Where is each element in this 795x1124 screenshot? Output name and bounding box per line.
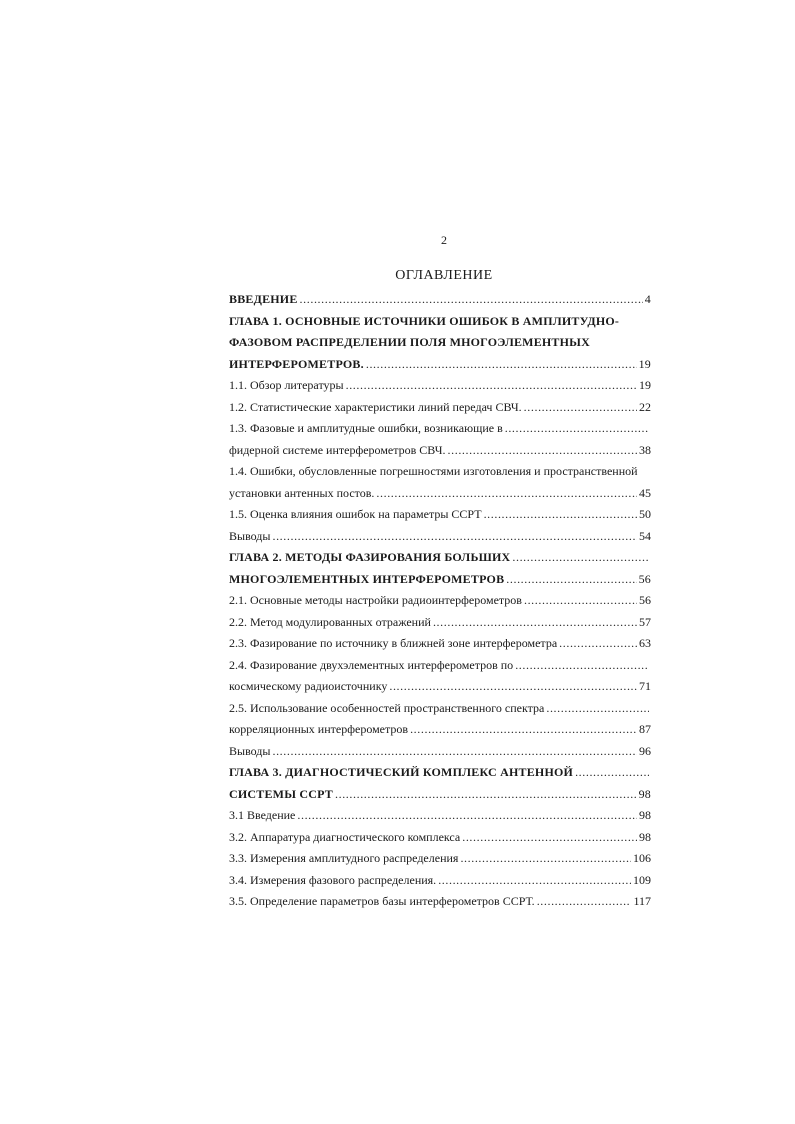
toc-entry	[229, 741, 651, 763]
toc-entry	[229, 375, 651, 397]
toc-entry	[229, 762, 651, 784]
toc-entry-page: 45	[639, 485, 651, 500]
toc-entry-page: 117	[633, 894, 651, 908]
page-number: 2	[441, 233, 447, 247]
toc-entry-text: 1.2. Статистические характеристики линий передач СВЧ.	[229, 399, 522, 414]
toc-entry-page: 56	[639, 593, 651, 607]
toc-entry	[229, 440, 651, 462]
toc-entry-page: 106	[633, 851, 651, 865]
toc-leader-dots	[537, 891, 632, 913]
toc-entry	[229, 612, 651, 634]
toc-entry-text: 3.1 Введение	[229, 808, 296, 822]
toc-entry-page: 96	[639, 743, 651, 758]
toc-entry	[229, 784, 651, 806]
toc-entry	[229, 332, 651, 354]
toc-title: ОГЛАВЛЕНИЕ	[395, 268, 493, 283]
toc-entry-page: 38	[639, 442, 651, 457]
toc-entry-page: 50	[639, 507, 651, 521]
toc-entry-text: ВВЕДЕНИЕ	[229, 292, 298, 306]
toc-entry-text: 1.1. Обзор литературы	[229, 378, 344, 392]
toc-leader-dots	[297, 805, 637, 827]
toc-entry	[229, 354, 651, 376]
toc-leader-dots	[272, 741, 637, 763]
toc-entry-page: 109	[633, 872, 651, 887]
toc-entry-page: 19	[639, 378, 651, 392]
toc-entry-text: 2.3. Фазирование по источнику в ближней зоне интерферометра	[229, 636, 558, 650]
toc-leader-dots	[346, 375, 637, 397]
toc-entry-text: Выводы	[229, 743, 271, 758]
toc-entry-text: 2.4. Фазирование двухэлементных интерферометров по	[229, 657, 514, 672]
toc-leader-dots	[506, 569, 636, 591]
toc-entry	[229, 827, 651, 849]
toc-entry-text: 3.4. Измерения фазового распределения.	[229, 872, 437, 887]
toc-leader-dots	[448, 440, 637, 462]
toc-entry-text: 2.2. Метод модулированных отражений	[229, 614, 431, 629]
toc-entry	[229, 397, 651, 419]
toc-entry-text: 1.4. Ошибки, обусловленные погрешностями изготовления и пространственной	[229, 464, 638, 478]
toc-entry	[229, 891, 651, 913]
toc-leader-dots	[300, 289, 643, 311]
toc-entry-page: 57	[639, 614, 651, 629]
toc-leader-dots	[335, 784, 637, 806]
toc-entry	[229, 311, 651, 333]
toc-entry	[229, 569, 651, 591]
toc-entry	[229, 870, 651, 892]
toc-entry-page: 98	[639, 808, 651, 822]
toc-entry-text: ГЛАВА 3. ДИАГНОСТИЧЕСКИЙ КОМПЛЕКС АНТЕННОЙ	[229, 765, 574, 779]
toc-entry	[229, 633, 651, 655]
toc-entry-text: установки антенных постов.	[229, 485, 375, 500]
toc-leader-dots	[433, 612, 637, 634]
toc-entry	[229, 504, 651, 526]
toc-leader-dots	[575, 762, 649, 784]
toc-entry	[229, 848, 651, 870]
toc-entry-text: 3.3. Измерения амплитудного распределения	[229, 851, 459, 865]
toc-entry	[229, 655, 651, 677]
toc-entry-text: 3.2. Аппаратура диагностического комплекса	[229, 829, 461, 844]
toc-entry-page: 4	[644, 292, 651, 306]
toc-entry-text: 3.5. Определение параметров базы интерферометров ССРТ.	[229, 894, 535, 908]
toc-entry-page: 54	[639, 528, 651, 543]
toc-entry-page: 87	[639, 722, 651, 736]
toc-entry-page: 98	[638, 786, 651, 801]
toc-leader-dots	[462, 827, 637, 849]
toc-entry-page: 63	[639, 636, 651, 650]
toc-entry-text: Выводы	[229, 528, 271, 543]
toc-leader-dots	[484, 504, 637, 526]
toc-leader-dots	[524, 590, 637, 612]
toc-leader-dots	[515, 655, 649, 677]
toc-leader-dots	[272, 526, 637, 548]
toc-entry-text: 2.5. Использование особенностей пространственного спектра	[229, 700, 545, 715]
toc-leader-dots	[438, 870, 631, 892]
toc-entry-page: 56	[638, 571, 651, 586]
toc-leader-dots	[559, 633, 637, 655]
toc-entry	[229, 698, 651, 720]
toc-entry-text: ГЛАВА 2. МЕТОДЫ ФАЗИРОВАНИЯ БОЛЬШИХ	[229, 550, 511, 564]
toc-entry-text: ГЛАВА 1. ОСНОВНЫЕ ИСТОЧНИКИ ОШИБОК В АМПЛИТУДНО-	[229, 313, 620, 328]
toc-entry-text: космическому радиоисточнику	[229, 679, 388, 693]
toc-entry-text: фидерной системе интерферометров СВЧ.	[229, 442, 446, 457]
toc-entry	[229, 590, 651, 612]
toc-entry-text: СИСТЕМЫ ССРТ	[229, 786, 333, 801]
toc-leader-dots	[366, 354, 637, 376]
toc-leader-dots	[512, 547, 649, 569]
toc-entry-text: 1.5. Оценка влияния ошибок на параметры ССРТ	[229, 507, 482, 521]
toc-entry-text: 2.1. Основные методы настройки радиоинтерферометров	[229, 593, 522, 607]
toc-leader-dots	[524, 397, 637, 419]
toc-entry	[229, 289, 651, 311]
toc-entry	[229, 676, 651, 698]
toc-entry-page: 71	[639, 679, 651, 693]
toc-leader-dots	[460, 848, 631, 870]
toc-entry-text: корреляционных интерферометров	[229, 722, 409, 736]
toc-leader-dots	[546, 698, 649, 720]
toc-entry-page: 19	[638, 356, 651, 371]
toc-entry-text: 1.3. Фазовые и амплитудные ошибки, возникающие в	[229, 421, 503, 435]
toc-entry-page: 22	[639, 399, 651, 414]
toc-entry	[229, 483, 651, 505]
toc-entry-page: 98	[639, 829, 651, 844]
toc-entry-text: ИНТЕРФЕРОМЕТРОВ.	[229, 356, 364, 371]
toc-leader-dots	[410, 719, 637, 741]
toc-entry	[229, 461, 651, 483]
toc-entry	[229, 547, 651, 569]
table-of-contents	[229, 289, 651, 913]
toc-leader-dots	[376, 483, 637, 505]
toc-entry	[229, 526, 651, 548]
toc-entry-text: ФАЗОВОМ РАСПРЕДЕЛЕНИИ ПОЛЯ МНОГОЭЛЕМЕНТНЫХ	[229, 335, 591, 349]
toc-entry	[229, 719, 651, 741]
toc-entry-text: МНОГОЭЛЕМЕНТНЫХ ИНТЕРФЕРОМЕТРОВ	[229, 571, 505, 586]
toc-leader-dots	[389, 676, 637, 698]
toc-entry	[229, 418, 651, 440]
toc-entry	[229, 805, 651, 827]
toc-leader-dots	[505, 418, 649, 440]
